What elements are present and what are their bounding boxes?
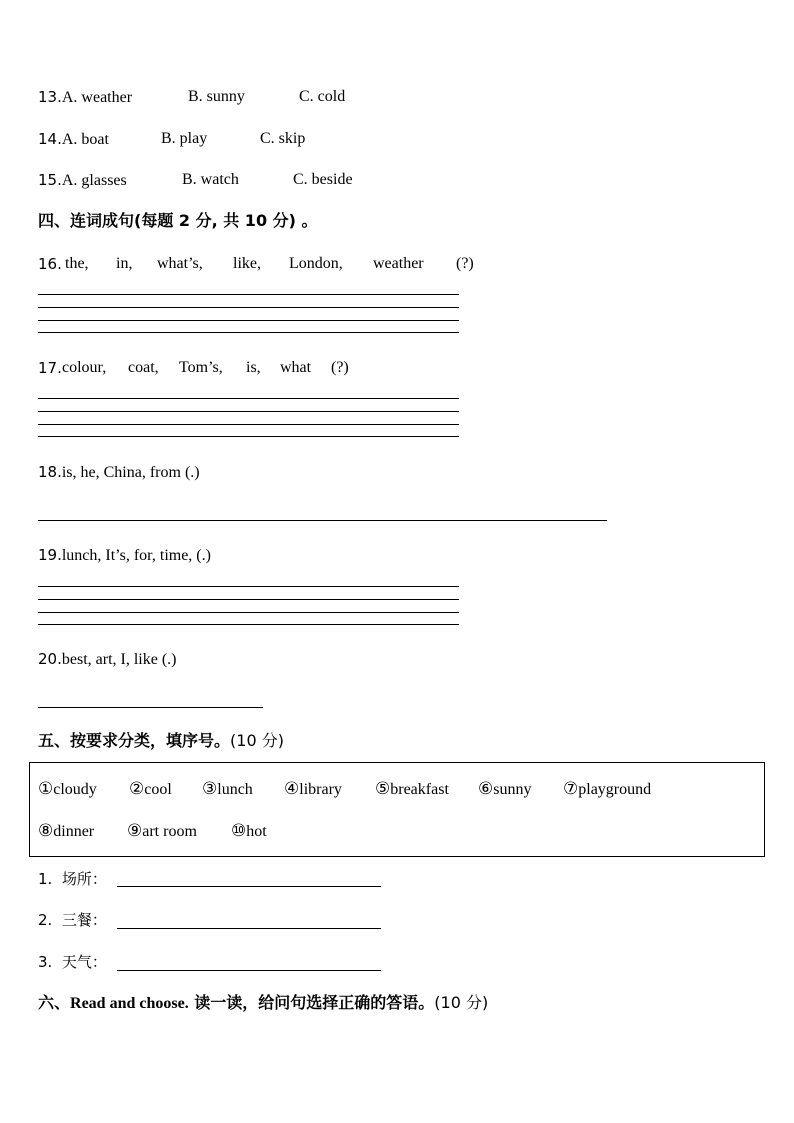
question-text: best, art, I, like (.) bbox=[61, 651, 177, 668]
option-c: C. skip bbox=[260, 130, 306, 147]
vocab-item: ①cloudy bbox=[38, 779, 97, 799]
answer-line[interactable] bbox=[38, 707, 263, 708]
option-a: A. boat bbox=[61, 131, 109, 148]
vocab-item: ⑦playground bbox=[563, 779, 652, 799]
word: (?) bbox=[331, 359, 349, 376]
answer-line[interactable] bbox=[38, 307, 459, 308]
answer-line[interactable] bbox=[38, 599, 459, 600]
question-number: 13. bbox=[38, 88, 62, 106]
answer-line[interactable] bbox=[38, 424, 459, 425]
question-19: 19.lunch, It’s, for, time, (.) bbox=[38, 546, 211, 564]
word: the, bbox=[65, 255, 89, 272]
vocab-item: ⑤breakfast bbox=[375, 779, 449, 799]
answer-line[interactable] bbox=[38, 586, 459, 587]
answer-line[interactable] bbox=[38, 624, 459, 625]
answer-line[interactable] bbox=[117, 970, 381, 971]
option-b: B. watch bbox=[182, 171, 239, 188]
vocab-item: ②cool bbox=[129, 779, 172, 799]
option-c: C. beside bbox=[293, 171, 353, 188]
vocab-item: ⑥sunny bbox=[478, 779, 532, 799]
answer-line[interactable] bbox=[38, 436, 459, 437]
answer-line[interactable] bbox=[38, 411, 459, 412]
option-c: C. cold bbox=[299, 88, 346, 105]
question-text: lunch, It’s, for, time, (.) bbox=[61, 547, 211, 564]
option-b: B. sunny bbox=[188, 88, 245, 105]
question-17-number: 17. bbox=[38, 359, 62, 377]
answer-line[interactable] bbox=[38, 320, 459, 321]
section-5-heading: 五、按要求分类，填序号。(10 分) bbox=[38, 731, 284, 750]
word: coat, bbox=[128, 359, 159, 376]
vocabulary-box bbox=[29, 762, 765, 857]
word: is, bbox=[246, 359, 261, 376]
question-14 bbox=[38, 129, 109, 150]
option-b: B. play bbox=[161, 130, 208, 147]
question-15 bbox=[38, 170, 127, 191]
word: (?) bbox=[456, 255, 474, 272]
word: Tom’s, bbox=[179, 359, 223, 376]
answer-line[interactable] bbox=[117, 928, 381, 929]
word: London, bbox=[289, 255, 343, 272]
question-number: 15. bbox=[38, 171, 62, 189]
word: like, bbox=[233, 255, 261, 272]
question-number: 14. bbox=[38, 130, 62, 148]
answer-line[interactable] bbox=[38, 332, 459, 333]
category-places: 1. 场所： bbox=[38, 870, 107, 888]
question-20: 20.best, art, I, like (.) bbox=[38, 650, 177, 668]
vocab-item: ④library bbox=[284, 779, 342, 799]
vocab-item: ③lunch bbox=[202, 779, 253, 799]
vocab-item: ⑩hot bbox=[231, 821, 267, 841]
category-meals: 2. 三餐： bbox=[38, 911, 107, 929]
option-a: A. glasses bbox=[61, 172, 127, 189]
section-4-heading: 四、连词成句(每题 2 分, 共 10 分) 。 bbox=[38, 211, 318, 230]
answer-line[interactable] bbox=[38, 520, 607, 521]
answer-line[interactable] bbox=[38, 398, 459, 399]
answer-line[interactable] bbox=[38, 294, 459, 295]
vocab-item: ⑧dinner bbox=[38, 821, 95, 841]
answer-line[interactable] bbox=[38, 612, 459, 613]
word: what’s, bbox=[157, 255, 203, 272]
word: weather bbox=[373, 255, 424, 272]
word: in, bbox=[116, 255, 133, 272]
section-6-heading: 六、Read and choose. 读一读，给问句选择正确的答语。(10 分) bbox=[38, 993, 489, 1012]
answer-line[interactable] bbox=[117, 886, 381, 887]
vocab-item: ⑨art room bbox=[127, 821, 197, 841]
option-a: A. weather bbox=[61, 89, 133, 106]
category-weather: 3. 天气： bbox=[38, 953, 107, 971]
word: colour, bbox=[62, 359, 107, 376]
word: what bbox=[280, 359, 312, 376]
question-text: is, he, China, from (.) bbox=[61, 464, 200, 481]
question-18: 18.is, he, China, from (.) bbox=[38, 463, 200, 481]
question-16-number: 16. bbox=[38, 255, 62, 273]
question-13 bbox=[38, 87, 132, 108]
